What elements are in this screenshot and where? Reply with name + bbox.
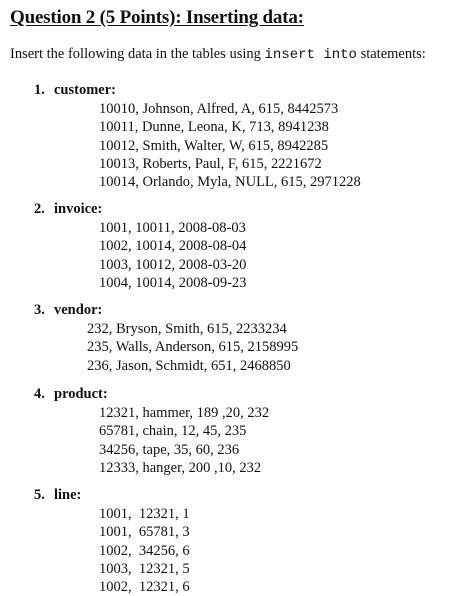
section-number: 1. — [34, 82, 45, 98]
section-heading — [34, 82, 116, 99]
table-name: invoice: — [54, 201, 103, 217]
data-row: 1002, 12321, 6 — [99, 579, 190, 596]
table-name: product: — [54, 386, 108, 402]
data-row: 232, Bryson, Smith, 615, 2233234 — [87, 321, 287, 337]
data-row: 10014, Orlando, Myla, NULL, 615, 2971228 — [99, 174, 361, 191]
data-row: 10011, Dunne, Leona, K, 713, 8941238 — [99, 119, 329, 136]
section-number: 2. — [34, 201, 45, 217]
section-number: 3. — [34, 302, 45, 318]
table-name: line: — [54, 487, 82, 503]
question-heading: Question 2 (5 Points): Inserting data: — [10, 7, 304, 28]
instructions-tail: statements: — [356, 46, 426, 62]
data-row: 34256, tape, 35, 60, 236 — [99, 441, 240, 458]
data-row: 1001, 10011, 2008-08-03 — [99, 220, 246, 236]
data-row: 235, Walls, Anderson, 615, 2158995 — [87, 339, 299, 356]
instructions-text — [10, 46, 426, 63]
data-rows — [87, 320, 298, 375]
data-rows — [99, 505, 190, 596]
data-row: 1001, 12321, 1 — [99, 506, 190, 522]
data-row: 1002, 10014, 2008-08-04 — [99, 238, 247, 255]
section-heading — [34, 201, 102, 218]
data-row: 1003, 10012, 2008-03-20 — [99, 256, 247, 273]
data-rows — [99, 219, 246, 292]
section-number: 4. — [34, 386, 45, 402]
insert-into-code: insert into — [264, 47, 357, 63]
section-heading — [34, 386, 108, 403]
data-row: 1001, 65781, 3 — [99, 524, 190, 541]
section-heading — [34, 302, 102, 319]
section-heading — [34, 487, 81, 504]
data-row: 65781, chain, 12, 45, 235 — [99, 423, 247, 440]
data-row: 1004, 10014, 2008-09-23 — [99, 274, 247, 291]
data-row: 236, Jason, Schmidt, 651, 2468850 — [87, 357, 291, 374]
data-row: 10010, Johnson, Alfred, A, 615, 8442573 — [99, 101, 339, 117]
data-row: 1003, 12321, 5 — [99, 560, 190, 577]
data-rows — [99, 404, 269, 477]
data-rows — [99, 100, 361, 191]
data-row: 10013, Roberts, Paul, F, 615, 2221672 — [99, 155, 322, 172]
data-row: 10012, Smith, Walter, W, 615, 8942285 — [99, 137, 329, 154]
section-number: 5. — [34, 487, 45, 503]
data-row: 12321, hammer, 189 ,20, 232 — [99, 405, 270, 421]
instructions-lead: Insert the following data in the tables using — [10, 46, 265, 62]
data-row: 1002, 34256, 6 — [99, 542, 190, 559]
table-name: customer: — [54, 82, 117, 98]
data-row: 12333, hanger, 200 ,10, 232 — [99, 459, 262, 476]
table-name: vendor: — [54, 302, 103, 318]
